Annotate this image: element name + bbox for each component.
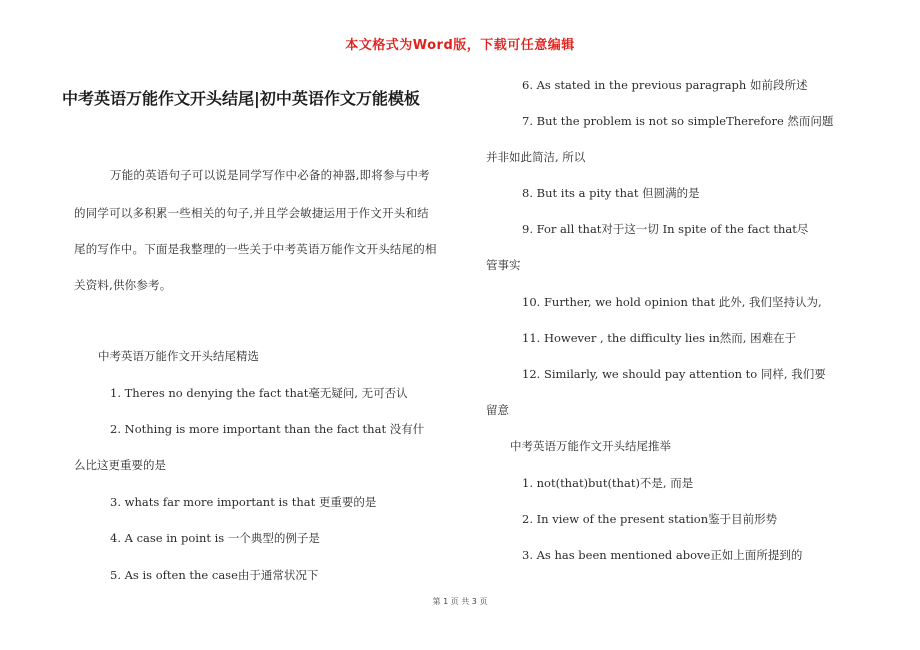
intro-line: 关资料,供你参考。 — [74, 278, 172, 292]
list-item: 5. As is often the case由于通常状况下 — [110, 568, 319, 582]
list-item-continuation: 并非如此简洁, 所以 — [486, 150, 586, 164]
list-item: 3. whats far more important is that 更重要的是 — [110, 495, 377, 509]
section-heading: 中考英语万能作文开头结尾推举 — [510, 439, 671, 453]
list-item: 9. For all that对于这一切 In spite of the fact that尽 — [522, 222, 809, 236]
list-item: 11. However , the difficulty lies in然而, 困难在于 — [522, 331, 797, 345]
list-item: 3. As has been mentioned above正如上面所提到的 — [522, 548, 803, 562]
list-item: 10. Further, we hold opinion that 此外, 我们坚持认为, — [522, 295, 822, 309]
list-item-continuation: 么比这更重要的是 — [74, 458, 166, 472]
list-item-continuation: 留意 — [486, 403, 509, 417]
list-item: 8. But its a pity that 但圆满的是 — [522, 186, 700, 200]
list-item: 7. But the problem is not so simpleTherefore 然而问题 — [522, 114, 834, 128]
page-number: 第 1 页 共 3 页 — [432, 597, 488, 606]
list-item: 2. In view of the present station鉴于目前形势 — [522, 512, 778, 526]
list-item: 6. As stated in the previous paragraph 如前段所述 — [522, 78, 808, 92]
section-heading: 中考英语万能作文开头结尾精选 — [98, 349, 259, 363]
list-item-continuation: 管事实 — [486, 258, 521, 272]
download-banner: 本文格式为Word版，下载可任意编辑 — [345, 38, 575, 53]
intro-line: 尾的写作中。下面是我整理的一些关于中考英语万能作文开头结尾的相 — [74, 242, 437, 256]
list-item: 1. Theres no denying the fact that毫无疑问, 无可否认 — [110, 386, 408, 400]
intro-line: 万能的英语句子可以说是同学写作中必备的神器,即将参与中考 — [110, 168, 430, 182]
list-item: 2. Nothing is more important than the fact that 没有什 — [110, 422, 425, 436]
list-item: 4. A case in point is 一个典型的例子是 — [110, 531, 320, 545]
list-item: 12. Similarly, we should pay attention to 同样, 我们要 — [522, 367, 826, 381]
page-title: 中考英语万能作文开头结尾|初中英语作文万能模板 — [62, 89, 420, 108]
list-item: 1. not(that)but(that)不是, 而是 — [522, 476, 694, 490]
intro-line: 的同学可以多积累一些相关的句子,并且学会敏捷运用于作文开头和结 — [74, 206, 429, 220]
